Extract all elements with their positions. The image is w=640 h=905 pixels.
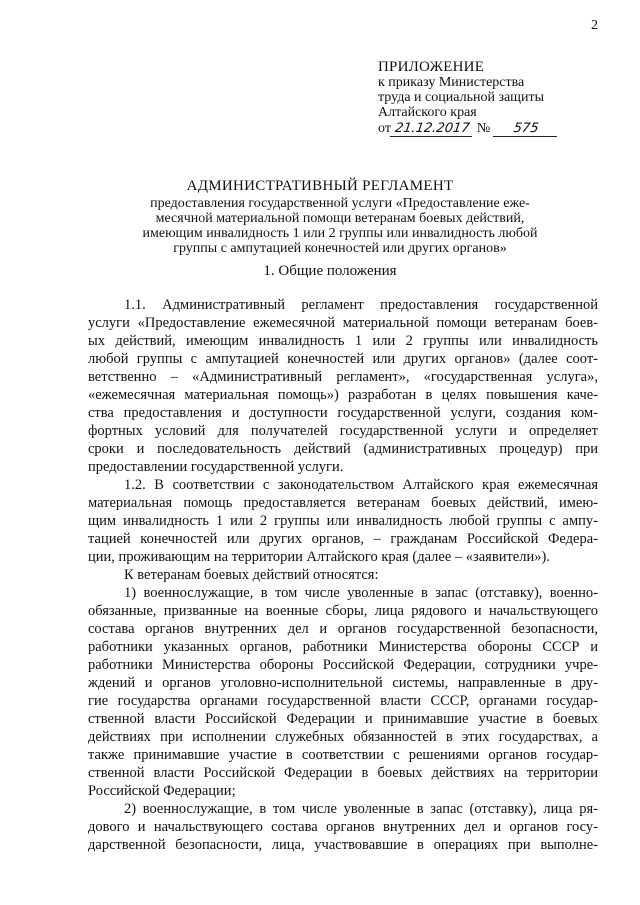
document-subtitle: [120, 196, 560, 256]
body-line: Российской Федерации;: [88, 783, 236, 799]
body-line: услуги «Предоставление ежемесячной материальной помощи ветеранам боев-: [88, 315, 598, 331]
body-line: ции, проживающим на территории Алтайского края (далее – «заявители»).: [88, 549, 550, 565]
subtitle-line: месячной материальной помощи ветеранам боевых действий,: [155, 211, 525, 226]
body-line: щим инвалидность 1 или 2 группы или инвалидность любой группы с ампу-: [88, 513, 598, 529]
body-text: [88, 296, 598, 854]
body-line: обязанные, призванные на военные сборы, лица рядового и начальствующего: [88, 603, 598, 619]
order-date-number-line: [378, 121, 608, 137]
body-line: также принимавшие участие в соответствии с решениями органов государ-: [88, 747, 598, 763]
body-line: фортных условий для получателей государственной услуги и определяет: [88, 423, 598, 439]
body-line: материальная помощь предоставляется ветеранам боевых действий, имею-: [88, 495, 598, 511]
body-line: 1.1. Административный регламент предоставления государственной: [124, 297, 598, 313]
body-line: ых действий, имеющим инвалидность 1 или 2 группы или инвалидность: [88, 333, 598, 349]
body-line: тацией конечностей или других органов, – гражданам Российской Федера-: [88, 531, 598, 547]
order-number: 575: [493, 121, 559, 137]
body-line: ства предоставления и доступности государственной услуги, создания ком-: [88, 405, 598, 421]
body-line: любой группы с ампутацией конечностей или других органов» (далее соот-: [88, 351, 598, 367]
appendix-block: [378, 60, 608, 137]
body-line: 1.2. В соответствии с законодательством Алтайского края ежемесячная: [124, 477, 598, 493]
subtitle-line: группы с ампутацией конечностей или других органов»: [173, 241, 507, 256]
body-line: работники Министерства обороны Российской Федерации, сотрудники учре-: [88, 657, 598, 673]
subtitle-line: имеющим инвалидность 1 или 2 группы или инвалидность любой: [142, 226, 538, 241]
body-line: ждений и органов уголовно-исполнительной системы, направленные в дру-: [88, 675, 598, 691]
body-line: дарственной безопасности, лица, участвовавшие в операциях при выполне-: [88, 837, 598, 853]
appendix-line: к приказу Министерства: [378, 75, 525, 90]
date-prefix: от: [378, 121, 391, 136]
document-title: АДМИНИСТРАТИВНЫЙ РЕГЛАМЕНТ: [186, 178, 454, 194]
order-date: 21.12.2017: [390, 121, 475, 137]
body-line: состава органов внутренних дел и органов государственной безопасности,: [88, 621, 598, 637]
body-line: ственной власти Российской Федерации в боевых действиях на территории: [88, 765, 598, 781]
body-line: сроки и последовательность действий (административных процедур) при: [88, 441, 598, 457]
body-line: «ежемесячная материальная помощь») разработан в целях повышения каче-: [88, 387, 598, 403]
appendix-line: труда и социальной защиты: [378, 90, 544, 105]
body-line: ственной власти Российской Федерации и принимавшие участие в боевых: [88, 711, 598, 727]
appendix-heading: ПРИЛОЖЕНИЕ: [378, 59, 485, 75]
body-line: гие государства органами государственной власти СССР, органами государ-: [88, 693, 598, 709]
appendix-line: Алтайского края: [378, 105, 477, 120]
number-prefix: №: [476, 121, 491, 136]
section-heading: 1. Общие положения: [263, 263, 397, 279]
body-line: К ветеранам боевых действий относятся:: [124, 567, 379, 583]
body-line: ветственно – «Административный регламент», «государственная услуга»,: [88, 369, 598, 385]
body-line: действиях при исполнении служебных обязанностей в этих государствах, а: [88, 729, 598, 745]
body-line: 2) военнослужащие, в том числе уволенные в запас (отставку), лица ря-: [124, 801, 598, 817]
body-line: дового и начальствующего состава органов внутренних дел и органов госу-: [88, 819, 598, 835]
body-line: предоставлении государственной услуги.: [88, 459, 344, 475]
body-line: работники указанных органов, работники Министерства обороны СССР и: [88, 639, 598, 655]
page-number: 2: [591, 18, 598, 33]
body-line: 1) военнослужащие, в том числе уволенные в запас (отставку), военно-: [124, 585, 598, 601]
subtitle-line: предоставления государственной услуги «Предоставление еже-: [150, 196, 530, 211]
